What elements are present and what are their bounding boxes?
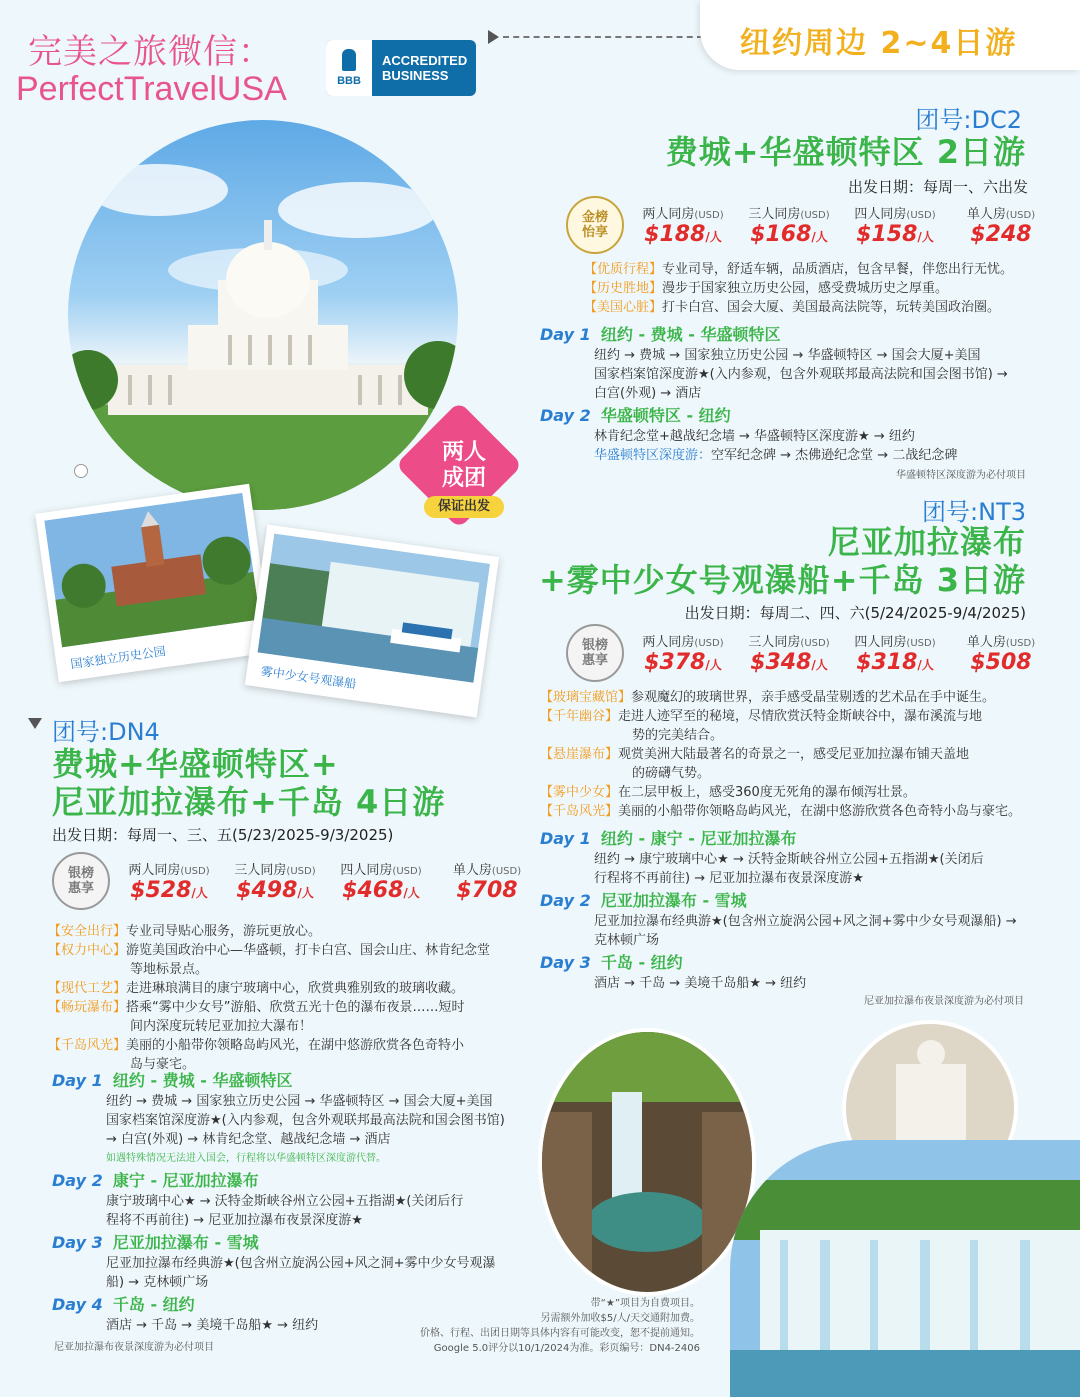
nt3-note: 尼亚加拉瀑布夜景深度游为必付项目: [864, 996, 1024, 1007]
feature-item: 【千年幽谷】走进人迹罕至的秘境，尽情欣赏沃特金斯峡谷中，瀑布溪流与地: [540, 709, 983, 724]
gold-medal-icon: 金榜 怡享: [566, 196, 624, 254]
photo-independence-hall: [35, 484, 273, 682]
feature-item: 【畅玩瀑布】搭乘“雾中少女号”游船、欣赏五光十色的瀑布夜景……短时: [48, 1000, 465, 1015]
watkins-glen-photo: [538, 1028, 756, 1296]
photo-caption: 雾中少女号观瀑船: [259, 664, 358, 692]
price-triple: 三人同房(USD) $498/人: [234, 863, 316, 903]
feature-item: 【历史胜地】漫步于国家独立历史公园，感受费城历史之厚重。: [584, 281, 949, 296]
feature-item: 的磅礴气势。: [632, 766, 711, 781]
day-heading: Day 1 纽约 - 费城 - 华盛顿特区: [540, 325, 781, 344]
niagara-falls-photo: [730, 1140, 1080, 1397]
decorative-dot: [74, 464, 88, 478]
feature-item: 【千岛风光】美丽的小船带你领略岛屿风光，在湖中悠游欣赏各色奇特小: [48, 1038, 465, 1053]
nt3-price-row: [566, 624, 1054, 682]
feature-item: 【现代工艺】走进琳琅满目的康宁玻璃中心，欣赏典雅别致的玻璃收藏。: [48, 981, 465, 996]
nt3-group-number: 团号:NT3: [922, 498, 1026, 526]
price-single: 单人房(USD) $508: [966, 635, 1036, 675]
feature-item: 【悬崖瀑布】观赏美洲大陆最著名的奇景之一，感受尼亚加拉瀑布铺天盖地: [540, 747, 970, 762]
nt3-features: [540, 688, 1040, 821]
capitol-building-illustration: [68, 120, 458, 510]
photo-caption: 国家独立历史公园: [69, 644, 167, 672]
bbb-torch-icon: BBB: [326, 40, 372, 96]
day-heading: Day 1 纽约 - 费城 - 华盛顿特区: [52, 1071, 293, 1090]
feature-item: 【玻璃宝藏馆】参观魔幻的玻璃世界，亲手感受晶莹剔透的艺术品在手中诞生。: [540, 690, 996, 705]
dc2-note: 华盛顿特区深度游为必付项目: [896, 470, 1026, 481]
price-single: 单人房(USD) $708: [452, 863, 522, 903]
price-double: 两人同房(USD) $528/人: [128, 863, 210, 903]
maid-of-the-mist-image: [258, 534, 491, 683]
dn4-departure-dates: 出发日期：每周一、三、五(5/23/2025-9/3/2025): [52, 826, 394, 844]
independence-hall-image: [44, 493, 260, 648]
dn4-note: 尼亚加拉瀑布夜景深度游为必付项目: [54, 1342, 214, 1353]
silver-medal-icon: 银榜 惠享: [52, 852, 110, 910]
day-heading: Day 2 康宁 - 尼亚加拉瀑布: [52, 1171, 259, 1190]
price-quad: 四人同房(USD) $318/人: [854, 635, 936, 675]
dn4-title-line1: 费城+华盛顿特区+: [52, 745, 339, 783]
dn4-group-number: 团号:DN4: [52, 718, 160, 746]
badge-text: 两人 成团: [441, 440, 486, 491]
feature-item: 间内深度玩转尼亚加拉大瀑布！: [130, 1019, 313, 1034]
silver-medal-icon: 银榜 惠享: [566, 624, 624, 682]
feature-item: 等地标景点。: [130, 962, 209, 977]
brand-wechat-title: 完美之旅微信：: [28, 32, 273, 72]
dn4-price-row: [52, 852, 540, 910]
arrow-down-icon: [28, 718, 42, 729]
nt3-itinerary: Day 1 纽约 - 康宁 - 尼亚加拉瀑布 纽约 → 康宁玻璃中心★ → 沃特金斯峡谷州立公园+五指湖★(关闭后 行程将不再前往) → 尼亚加拉瀑布夜景深度游★ Day 2 尼亚加拉瀑布 - 雪城 尼亚加拉瀑布经典游★(包含州立旋涡公园+风之洞+雾中少女号观瀑船) → 克林顿广场 Day 3 千岛 - 纽约 酒店 → 千岛 → 美境千岛船★ → 纽约: [540, 828, 1040, 993]
dashed-divider: [503, 36, 703, 38]
dc2-features: [584, 260, 1044, 317]
photo-maid-of-the-mist: [245, 525, 499, 718]
header-tag-title: 纽约周边 2~4日游: [740, 26, 1018, 61]
badge-subtitle: 保证出发: [424, 496, 504, 518]
feature-item: 【千岛风光】美丽的小船带你领略岛屿风光，在湖中悠游欣赏各色奇特小岛与豪宅。: [540, 804, 1022, 819]
feature-item: 岛与豪宅。: [130, 1057, 196, 1072]
arrow-right-icon: [488, 30, 499, 44]
day-heading: Day 4 千岛 - 纽约: [52, 1295, 195, 1314]
day-heading: Day 2 华盛顿特区 - 纽约: [540, 406, 731, 425]
day-heading: Day 1 纽约 - 康宁 - 尼亚加拉瀑布: [540, 829, 797, 848]
dc2-title: 费城+华盛顿特区 2日游: [665, 133, 1026, 171]
day-heading: Day 2 尼亚加拉瀑布 - 雪城: [540, 891, 747, 910]
capitol-photo: [68, 120, 458, 510]
dc2-price-row: [566, 196, 1054, 254]
dn4-features: [48, 922, 518, 1074]
price-double: 两人同房(USD) $378/人: [642, 635, 724, 675]
price-quad: 四人同房(USD) $468/人: [340, 863, 422, 903]
day-heading: Day 3 尼亚加拉瀑布 - 雪城: [52, 1233, 259, 1252]
feature-item: 【优质行程】专业司导，舒适车辆，品质酒店，包含早餐，伴您出行无忧。: [584, 262, 1014, 277]
brand-wechat-id: PerfectTravelUSA: [16, 70, 287, 108]
dn4-itinerary: Day 1 纽约 - 费城 - 华盛顿特区 纽约 → 费城 → 国家独立历史公园 → 华盛顿特区 → 国会大厦+美国 国家档案馆深度游★(入内参观，包含外观联邦最高法院和国会图书馆) → 白宫(外观) → 林肯纪念堂、越战纪念墙 → 酒店 如遇特殊情况无法进入国会，行程将以华盛顿特区深度游代替。 Day 2 康宁 - 尼亚加拉瀑布 康宁玻璃中心★ → 沃特金斯峡谷州立公园+五指湖★(关闭后行 程将不再前往) → 尼亚加拉瀑布夜景深度游★ Day 3 尼亚加拉瀑布 - 雪城 尼亚加拉瀑布经典游★(包含州立旋涡公园+风之洞+雾中少女号观瀑 船) → 克林顿广场 Day 4 千岛 - 纽约 酒店 → 千岛 → 美境千岛船★ → 纽约: [52, 1070, 532, 1335]
gorge-waterfall-image: [542, 1032, 752, 1292]
nt3-title-line2: +雾中少女号观瀑船+千岛 3日游: [538, 561, 1026, 599]
feature-item: 势的完美结合。: [632, 728, 724, 743]
price-triple: 三人同房(USD) $348/人: [748, 635, 830, 675]
price-triple: 三人同房(USD) $168/人: [748, 207, 830, 247]
fineprint: 带“★”项目为自费项目。 另需额外加收$5/人/天交通附加费。 价格、行程、出团日期等具体内容有可能改变，恕不提前通知。 Google 5.0评分以10/1/2024为准。彩页编号：DN4-2406: [420, 1298, 700, 1354]
price-single: 单人房(USD) $248: [966, 207, 1036, 247]
feature-item: 【美国心脏】打卡白宫、国会大厦、美国最高法院等，玩转美国政治圈。: [584, 300, 1001, 315]
feature-item: 【安全出行】专业司导贴心服务，游玩更放心。: [48, 924, 322, 939]
nt3-title-line1: 尼亚加拉瀑布: [827, 523, 1026, 561]
nt3-departure-dates: 出发日期：每周二、四、六(5/24/2025-9/4/2025): [684, 604, 1026, 622]
feature-item: 【雾中少女】在二层甲板上，感受360度无死角的瀑布倾泻壮景。: [540, 785, 916, 800]
price-double: 两人同房(USD) $188/人: [642, 207, 724, 247]
dc2-departure-dates: 出发日期：每周一、六出发: [847, 178, 1028, 196]
dc2-itinerary: Day 1 纽约 - 费城 - 华盛顿特区 纽约 → 费城 → 国家独立历史公园 → 华盛顿特区 → 国会大厦+美国 国家档案馆深度游★(入内参观，包含外观联邦最高法院和国会图书馆) → 白宫(外观) → 酒店 Day 2 华盛顿特区 - 纽约 林肯纪念堂+越战纪念墙 → 华盛顿特区深度游★ → 纽约 华盛顿特区深度游：空军纪念碑 → 杰佛逊纪念堂 → 二战纪念碑: [540, 324, 1040, 465]
niagara-falls-image: [730, 1140, 1080, 1397]
dn4-title-line2: 尼亚加拉瀑布+千岛 4日游: [52, 783, 446, 821]
dc2-group-number: 团号:DC2: [915, 106, 1022, 134]
feature-item: 【权力中心】游览美国政治中心—华盛顿，打卡白宫、国会山庄、林肯纪念堂: [48, 943, 491, 958]
price-quad: 四人同房(USD) $158/人: [854, 207, 936, 247]
bbb-accredited-logo: BBB ACCREDITED BUSINESS: [326, 40, 476, 96]
day-heading: Day 3 千岛 - 纽约: [540, 953, 683, 972]
